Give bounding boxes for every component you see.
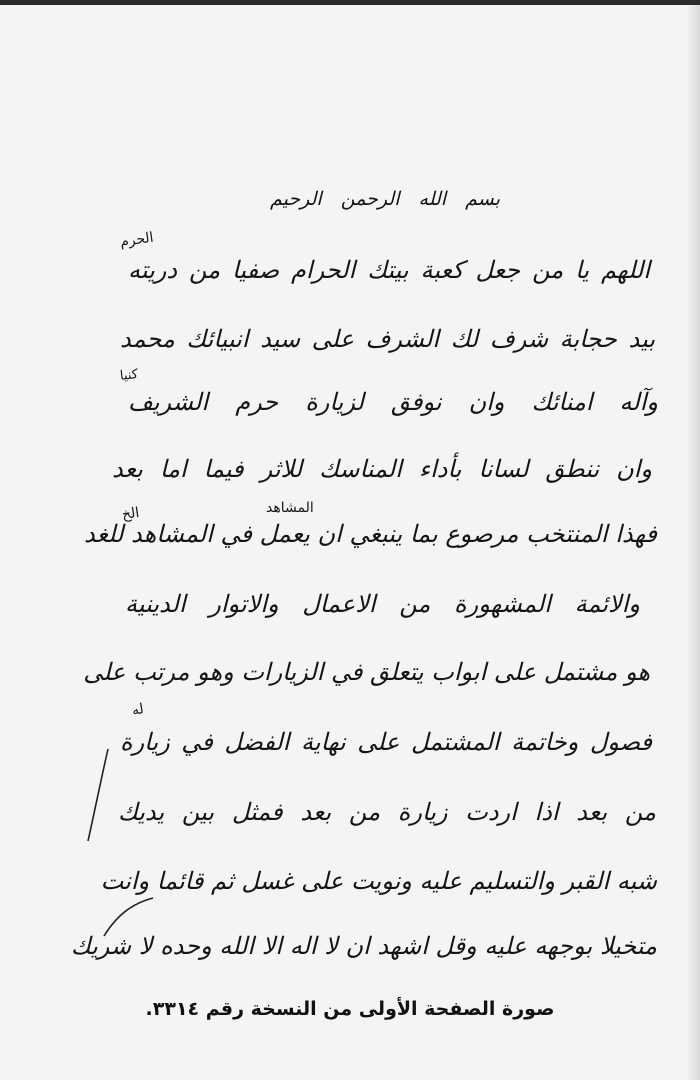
figure-caption: صورة الصفحة الأولى من النسخة رقم ٣٣١٤. xyxy=(145,998,555,1020)
manuscript-basmala: بسم الله الرحمن الرحيم xyxy=(270,188,500,210)
margin-note: المشاهد xyxy=(266,500,314,516)
manuscript-line: من بعد اذا اردت زيارة من بعد فمثل بين يديك xyxy=(118,798,656,826)
manuscript-line: متخيلا بوجهه عليه وقل اشهد ان لا اله الا الله وحده لا شريك xyxy=(70,932,657,960)
margin-stroke-mark xyxy=(84,745,114,845)
margin-note: الحرم xyxy=(119,229,155,251)
margin-note: له xyxy=(130,701,146,719)
margin-note: كنيا xyxy=(119,367,139,384)
manuscript-line: والائمة المشهورة من الاعمال والاتوار الدينية xyxy=(125,590,640,618)
margin-note: الخ xyxy=(120,504,141,524)
manuscript-line: وآله امنائك وان نوفق لزيارة حرم الشريف xyxy=(128,388,658,416)
manuscript-line: فهذا المنتخب مرصوع بما ينبغي ان يعمل في المشاهد للغد xyxy=(83,520,657,548)
manuscript-line: اللهم يا من جعل كعبة بيتك الحرام صفيا من دريته xyxy=(128,256,650,284)
margin-stroke-mark xyxy=(98,892,158,942)
manuscript-line: وان ننطق لسانا بأداء المناسك للاثر فيما اما بعد xyxy=(112,455,652,483)
manuscript-line: فصول وخاتمة المشتمل على نهاية الفضل في زيارة xyxy=(120,728,652,756)
manuscript-line: شبه القبر والتسليم عليه ونويت على غسل ثم قائما وانت xyxy=(100,867,657,895)
manuscript-line: هو مشتمل على ابواب يتعلق في الزيارات وهو مرتب على xyxy=(83,658,650,686)
manuscript-line: بيد حجابة شرف لك الشرف على سيد انبيائك محمد xyxy=(120,325,655,353)
